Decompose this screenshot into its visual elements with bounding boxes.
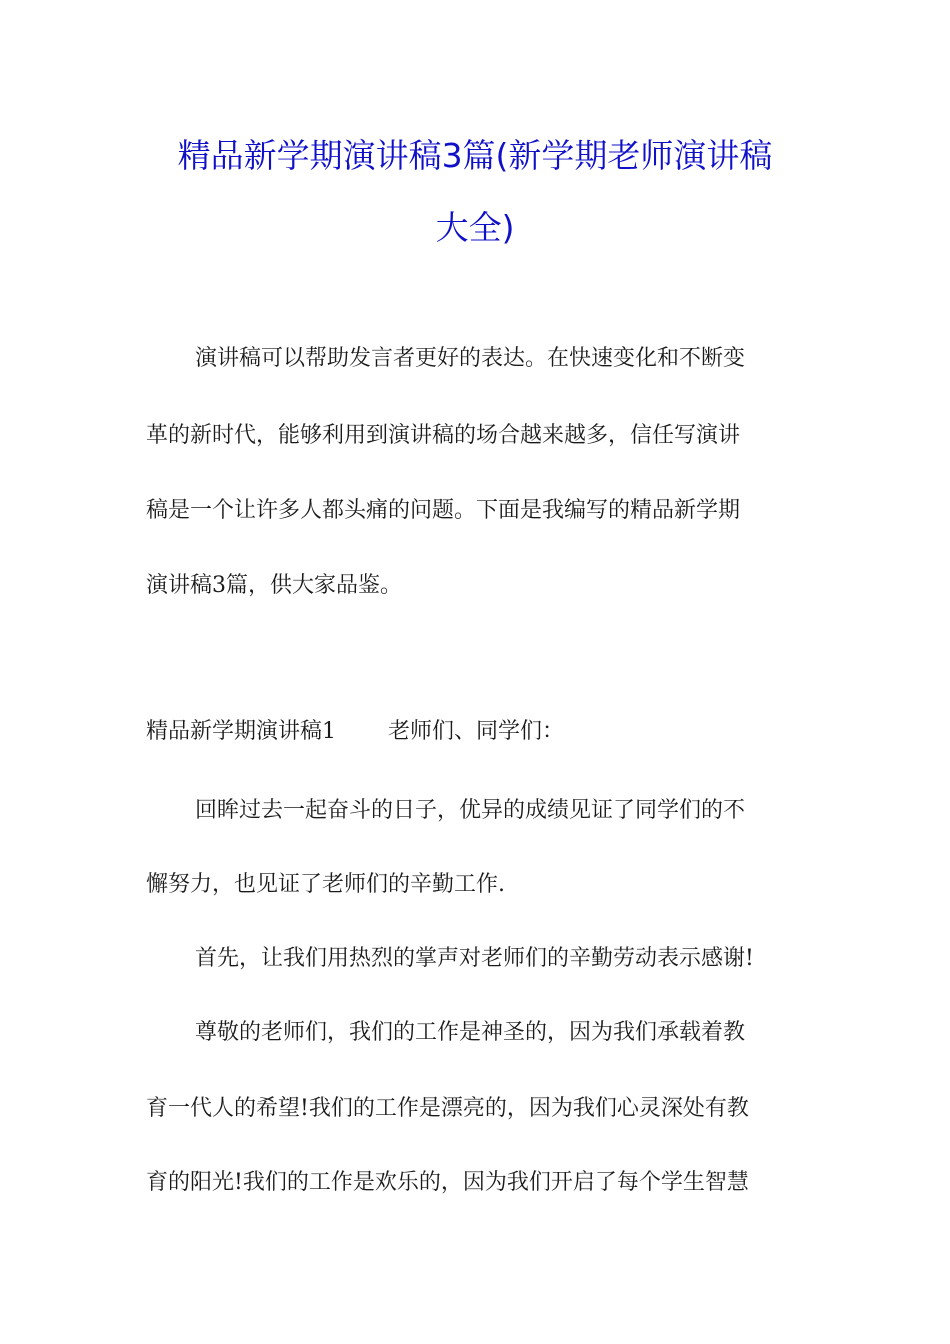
body-paragraph-line: 回眸过去一起奋斗的日子，优异的成绩见证了同学们的不 (195, 798, 746, 823)
intro-paragraph-line: 演讲稿3篇，供大家品鉴。 (146, 573, 402, 598)
document-title-line-2: 大全) (435, 208, 515, 247)
intro-paragraph-line: 演讲稿可以帮助发言者更好的表达。在快速变化和不断变 (195, 346, 746, 371)
section-heading-row (146, 717, 810, 747)
section-heading: 精品新学期演讲稿1 (146, 719, 336, 744)
body-paragraph-line: 首先，让我们用热烈的掌声对老师们的辛勤劳动表示感谢! (195, 946, 754, 971)
body-paragraph-line: 尊敬的老师们，我们的工作是神圣的，因为我们承载着教 (195, 1020, 746, 1045)
body-paragraph-line: 育的阳光!我们的工作是欢乐的，因为我们开启了每个学生智慧 (146, 1170, 749, 1195)
document-title-line-1: 精品新学期演讲稿3篇(新学期老师演讲稿 (177, 136, 773, 175)
salutation: 老师们、同学们： (388, 719, 565, 744)
intro-paragraph-line: 稿是一个让许多人都头痛的问题。下面是我编写的精品新学期 (146, 498, 741, 523)
intro-paragraph-line: 革的新时代，能够利用到演讲稿的场合越来越多，信任写演讲 (146, 423, 741, 448)
body-paragraph-line: 懈努力，也见证了老师们的辛勤工作. (146, 872, 505, 897)
body-paragraph-line: 育一代人的希望!我们的工作是漂亮的，因为我们心灵深处有教 (146, 1096, 749, 1121)
